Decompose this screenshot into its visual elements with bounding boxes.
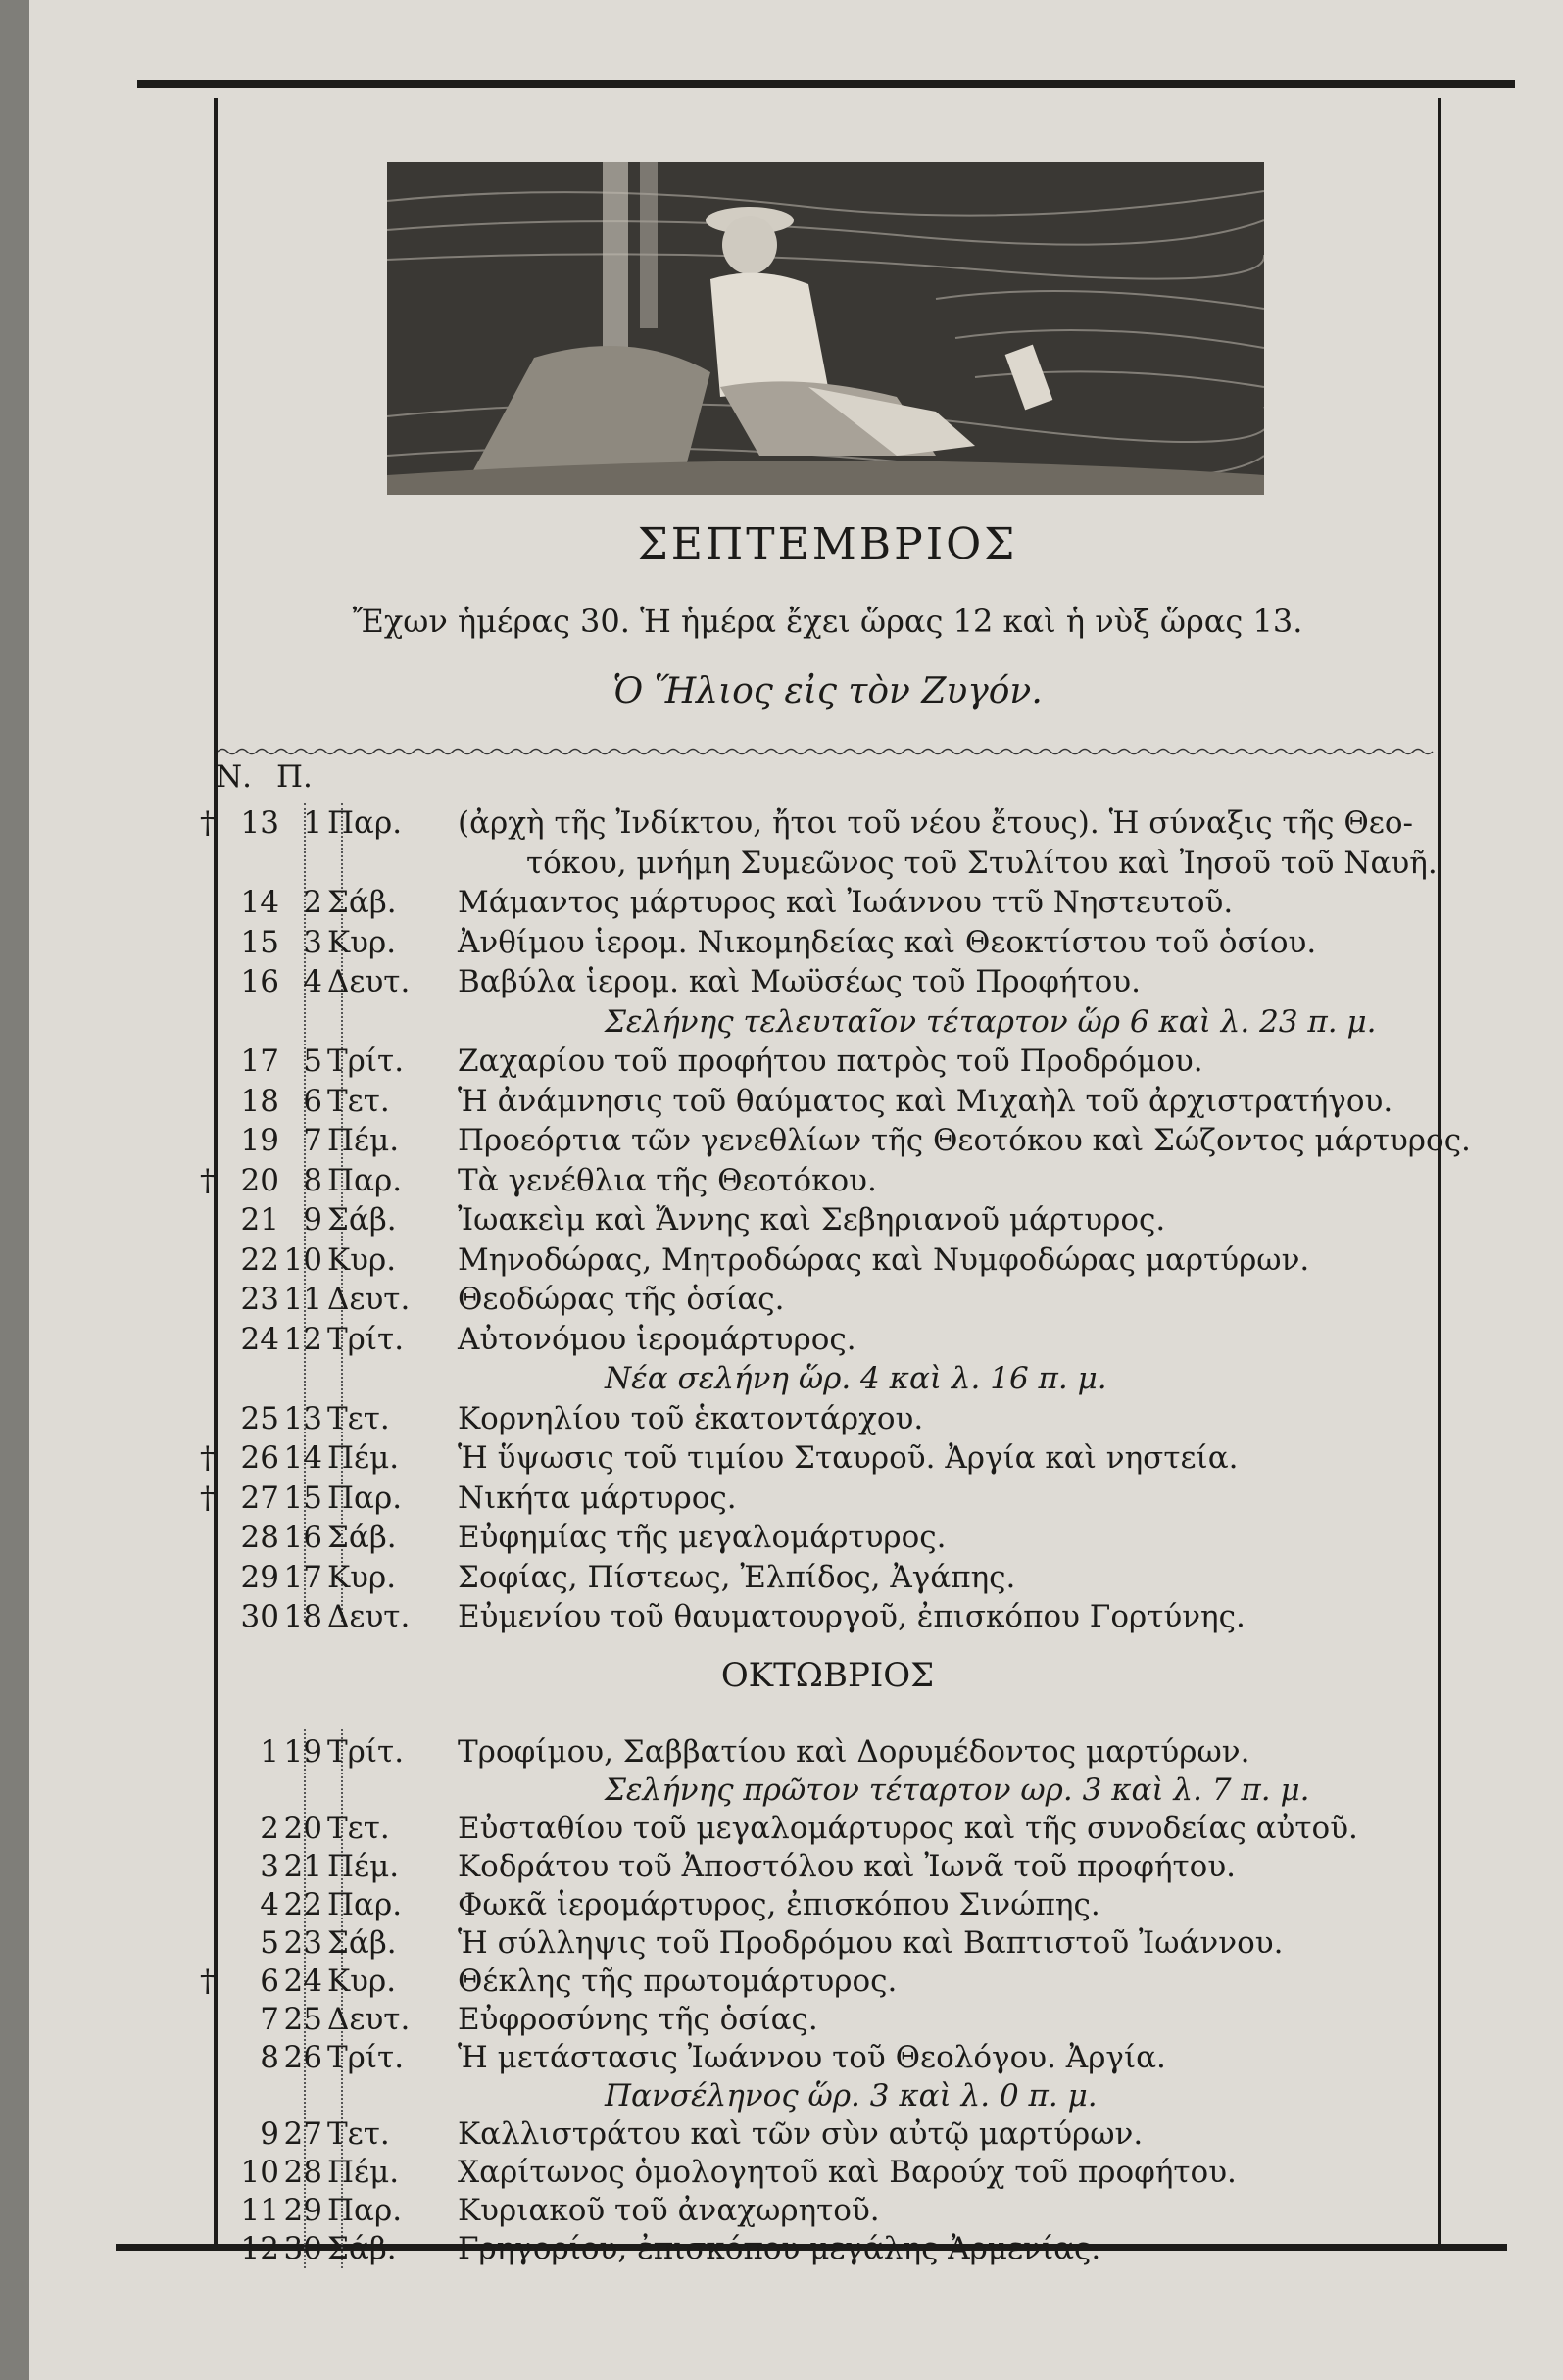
- cross-mark: †: [200, 805, 216, 841]
- engraving-illustration: [387, 162, 1264, 495]
- new-style-date: 13: [240, 805, 279, 841]
- new-style-date: 26: [240, 1440, 279, 1476]
- calendar-row: [218, 1849, 1438, 1888]
- old-style-date: 29: [283, 2193, 322, 2228]
- new-style-date: 10: [240, 2155, 279, 2190]
- feast-text: Πανσέληνος ὥρ. 3 καὶ λ. 0 π. μ.: [605, 2078, 1098, 2113]
- new-style-date: 2: [260, 1811, 279, 1846]
- feast-text: Ἡ ἀνάμνησις τοῦ θαύματος καὶ Μιχαὴλ τοῦ ἀρχιστρατήγου.: [458, 1083, 1393, 1119]
- feast-text: Ζαχαρίου τοῦ προφήτου πατρὸς τοῦ Προδρόμου.: [458, 1044, 1203, 1079]
- feast-text: Μηνοδώρας, Μητροδώρας καὶ Νυμφοδώρας μαρτύρων.: [458, 1241, 1310, 1278]
- scan-edge: [0, 0, 29, 2380]
- calendar-row: [218, 2193, 1438, 2232]
- new-style-date: 19: [240, 1123, 279, 1158]
- calendar-row: [218, 2155, 1438, 2194]
- calendar-row: [218, 1084, 1438, 1123]
- calendar-row: [218, 1887, 1438, 1926]
- weekday: Δευτ.: [327, 2002, 411, 2037]
- moon-phase-row: [218, 1361, 1438, 1400]
- calendar-row: [218, 925, 1438, 964]
- old-style-date: 15: [283, 1480, 322, 1516]
- october-title: ΟΚΤΩΒΡΙΟΣ: [720, 1656, 935, 1695]
- new-style-date: 6: [260, 1964, 279, 1999]
- weekday: Δευτ.: [327, 1599, 411, 1634]
- feast-text: Κοδράτου τοῦ Ἀποστόλου καὶ Ἰωνᾶ τοῦ προφήτου.: [458, 1849, 1237, 1884]
- weekday: Κυρ.: [327, 1559, 397, 1595]
- old-style-date: 28: [283, 2155, 322, 2190]
- feast-text: Ἡ ὕψωσις τοῦ τιμίου Σταυροῦ. Ἀργία καὶ νηστεία.: [458, 1440, 1239, 1476]
- cross-mark: †: [200, 1440, 216, 1476]
- calendar-row: [200, 1480, 1438, 1520]
- calendar-row: [218, 1044, 1438, 1083]
- old-style-date: 5: [303, 1044, 322, 1079]
- wavy-divider: [218, 745, 1438, 758]
- feast-text: Βαβύλα ἱερομ. καὶ Μωϋσέως τοῦ Προφήτου.: [458, 964, 1142, 999]
- cross-mark: †: [200, 1162, 216, 1198]
- feast-text: Κορνηλίου τοῦ ἑκατοντάρχου.: [458, 1400, 924, 1436]
- weekday: Τετ.: [327, 1400, 390, 1436]
- calendar-row: [218, 1401, 1438, 1440]
- new-style-date: 22: [240, 1241, 279, 1278]
- calendar-row: [218, 1560, 1438, 1599]
- calendar-row: [218, 885, 1438, 924]
- weekday: Κυρ.: [327, 1241, 397, 1278]
- calendar-row: [218, 2231, 1438, 2270]
- old-style-date: 8: [303, 1162, 322, 1198]
- weekday: Πέμ.: [327, 1849, 400, 1884]
- old-style-date: 24: [283, 1964, 322, 1999]
- old-style-date: 4: [303, 964, 322, 999]
- feast-text: Νέα σελήνη ὥρ. 4 καὶ λ. 16 π. μ.: [605, 1361, 1107, 1396]
- feast-text: Ἡ μετάστασις Ἰωάννου τοῦ Θεολόγου. Ἀργία.: [458, 2040, 1166, 2075]
- feast-text: Εὐφροσύνης τῆς ὁσίας.: [458, 2002, 818, 2037]
- calendar-row: [218, 2002, 1438, 2041]
- feast-text: Σοφίας, Πίστεως, Ἐλπίδος, Ἀγάπης.: [458, 1559, 1016, 1595]
- feast-text: τόκου, μνήμη Συμεῶνος τοῦ Στυλίτου καὶ Ἰησοῦ τοῦ Ναυῆ.: [526, 845, 1438, 881]
- weekday: Τρίτ.: [327, 2040, 405, 2075]
- new-style-date: 8: [260, 2040, 279, 2075]
- new-style-date: 18: [240, 1083, 279, 1119]
- old-style-date: 9: [303, 1202, 322, 1238]
- weekday: Σάβ.: [327, 1925, 397, 1961]
- zodiac-line: Ὁ Ἥλιος εἰς τὸν Ζυγόν.: [612, 671, 1043, 711]
- calendar-row: [218, 1734, 1438, 1773]
- calendar-row: [218, 1599, 1438, 1638]
- old-style-date: 6: [303, 1083, 322, 1119]
- feast-text: Εὐφημίας τῆς μεγαλομάρτυρος.: [458, 1520, 947, 1555]
- month-info: Ἔχων ἡμέρας 30. Ἡ ἡμέρα ἔχει ὥρας 12 καὶ ἡ νὺξ ὥρας 13.: [352, 603, 1303, 640]
- new-style-date: 29: [240, 1559, 279, 1595]
- feast-text: Τροφίμου, Σαββατίου καὶ Δορυμέδοντος μαρτύρων.: [458, 1734, 1250, 1770]
- new-style-date: 25: [240, 1400, 279, 1436]
- cross-mark: †: [200, 1480, 216, 1516]
- weekday: Πέμ.: [327, 2155, 400, 2190]
- feast-text: Εὐμενίου τοῦ θαυματουργοῦ, ἐπισκόπου Γορτύνης.: [458, 1599, 1246, 1634]
- old-style-date: 16: [283, 1520, 322, 1555]
- moon-phase-row: [218, 2078, 1438, 2117]
- feast-text: Χαρίτωνος ὁμολογητοῦ καὶ Βαρούχ τοῦ προφήτου.: [458, 2155, 1237, 2190]
- feast-text: Ἀνθίμου ἱερομ. Νικομηδείας καὶ Θεοκτίστου τοῦ ὁσίου.: [458, 924, 1317, 960]
- weekday: Παρ.: [327, 805, 403, 841]
- moon-phase-row: [218, 1773, 1438, 1812]
- old-style-date: 2: [303, 885, 322, 920]
- weekday: Σάβ.: [327, 1202, 397, 1238]
- calendar-row: [218, 1123, 1471, 1162]
- feast-text: Μάμαντος μάρτυρος καὶ Ἰωάννου ττῦ Νηστευτοῦ.: [458, 885, 1234, 920]
- old-style-date: 19: [283, 1734, 322, 1770]
- calendar-row: [218, 964, 1438, 1003]
- weekday: Παρ.: [327, 1480, 403, 1516]
- feast-text: Σελήνης τελευταῖον τέταρτον ὥρ 6 καὶ λ. 23 π. μ.: [605, 1003, 1377, 1040]
- feast-text: Νικήτα μάρτυρος.: [458, 1480, 737, 1516]
- calendar-row: [218, 1811, 1438, 1850]
- column-header-n: Ν.: [216, 759, 252, 795]
- new-style-date: 27: [240, 1480, 279, 1516]
- new-style-date: 4: [260, 1887, 279, 1922]
- new-style-date: 1: [260, 1734, 279, 1770]
- weekday: Δευτ.: [327, 964, 411, 999]
- calendar-row: [200, 1162, 1438, 1202]
- new-style-date: 3: [260, 1849, 279, 1884]
- old-style-date: 17: [283, 1559, 322, 1595]
- feast-text: Εὐσταθίου τοῦ μεγαλομάρτυρος καὶ τῆς συνοδείας αὐτοῦ.: [458, 1811, 1358, 1846]
- calendar-row: [200, 1440, 1438, 1480]
- frame-right-rule: [1438, 98, 1441, 2244]
- old-style-date: 30: [283, 2231, 322, 2266]
- weekday: Τετ.: [327, 1811, 390, 1846]
- weekday: Κυρ.: [327, 1964, 397, 1999]
- calendar-row: [218, 1520, 1438, 1559]
- weekday: Κυρ.: [327, 924, 397, 960]
- feast-text: Προεόρτια τῶν γενεθλίων τῆς Θεοτόκου καὶ Σώζοντος μάρτυρος.: [458, 1123, 1471, 1158]
- weekday: Πέμ.: [327, 1123, 400, 1158]
- weekday: Σάβ.: [327, 885, 397, 920]
- top-rule: [137, 80, 1515, 88]
- new-style-date: 7: [260, 2002, 279, 2037]
- feast-text: Θεοδώρας τῆς ὁσίας.: [458, 1282, 785, 1317]
- calendar-row: [218, 1202, 1438, 1241]
- calendar-row: [218, 2116, 1438, 2156]
- feast-text: Θέκλης τῆς πρωτομάρτυρος.: [458, 1964, 898, 1999]
- new-style-date: 24: [240, 1321, 279, 1357]
- new-style-date: 23: [240, 1282, 279, 1317]
- calendar-row: [218, 1282, 1438, 1321]
- weekday: Τρίτ.: [327, 1044, 405, 1079]
- feast-text: Σελήνης πρῶτον τέταρτον ωρ. 3 καὶ λ. 7 π. μ.: [605, 1773, 1310, 1808]
- old-style-date: 22: [283, 1887, 322, 1922]
- weekday: Παρ.: [327, 2193, 403, 2228]
- almanac-page: [29, 0, 1563, 2380]
- feast-text: Φωκᾶ ἱερομάρτυρος, ἐπισκόπου Σινώπης.: [458, 1887, 1100, 1922]
- old-style-date: 27: [283, 2116, 322, 2152]
- moon-phase-row: [218, 1004, 1438, 1044]
- old-style-date: 20: [283, 1811, 322, 1846]
- new-style-date: 9: [260, 2116, 279, 2152]
- old-style-date: 18: [283, 1599, 322, 1634]
- feast-text: Καλλιστράτου καὶ τῶν σὺν αὐτῷ μαρτύρων.: [458, 2116, 1144, 2152]
- weekday: Τετ.: [327, 1083, 390, 1119]
- new-style-date: 17: [240, 1044, 279, 1079]
- feast-text: Κυριακοῦ τοῦ ἀναχωρητοῦ.: [458, 2193, 880, 2228]
- feast-text: Γρηγορίου, ἐπισκόπου μεγάλης Ἀρμενίας.: [458, 2231, 1101, 2266]
- old-style-date: 23: [283, 1925, 322, 1961]
- weekday: Παρ.: [327, 1887, 403, 1922]
- feast-text: Ἡ σύλληψις τοῦ Προδρόμου καὶ Βαπτιστοῦ Ἰωάννου.: [458, 1925, 1284, 1961]
- feast-text: (ἀρχὴ τῆς Ἰνδίκτου, ἤτοι τοῦ νέου ἔτους). Ἡ σύναξις τῆς Θεο-: [458, 805, 1413, 841]
- cross-mark: †: [200, 1964, 216, 1999]
- new-style-date: 5: [260, 1925, 279, 1961]
- old-style-date: 3: [303, 924, 322, 960]
- feast-text: Αὐτονόμου ἱερομάρτυρος.: [458, 1321, 856, 1357]
- feast-text: Τὰ γενέθλια τῆς Θεοτόκου.: [458, 1162, 877, 1198]
- old-style-date: 7: [303, 1123, 322, 1158]
- calendar-row: [218, 2040, 1438, 2079]
- calendar-row: [200, 805, 1438, 845]
- calendar-row: [218, 1242, 1438, 1282]
- old-style-date: 10: [283, 1241, 322, 1278]
- new-style-date: 14: [240, 885, 279, 920]
- old-style-date: 26: [283, 2040, 322, 2075]
- feast-text: Ἰωακεὶμ καὶ Ἄννης καὶ Σεβηριανοῦ μάρτυρος.: [458, 1202, 1166, 1238]
- calendar-row: [218, 1322, 1438, 1361]
- old-style-date: 11: [283, 1282, 322, 1317]
- new-style-date: 21: [240, 1202, 279, 1238]
- weekday: Τρίτ.: [327, 1321, 405, 1357]
- engraving-picture: [387, 162, 1264, 495]
- old-style-date: 21: [283, 1849, 322, 1884]
- weekday: Παρ.: [327, 1162, 403, 1198]
- new-style-date: 15: [240, 924, 279, 960]
- old-style-date: 13: [283, 1400, 322, 1436]
- weekday: Τετ.: [327, 2116, 390, 2152]
- new-style-date: 20: [240, 1162, 279, 1198]
- calendar-row: [218, 1925, 1438, 1965]
- old-style-date: 12: [283, 1321, 322, 1357]
- column-header-p: Π.: [276, 759, 313, 795]
- weekday: Δευτ.: [327, 1282, 411, 1317]
- calendar-row: [200, 1964, 1438, 2003]
- new-style-date: 28: [240, 1520, 279, 1555]
- new-style-date: 16: [240, 964, 279, 999]
- weekday: Πέμ.: [327, 1440, 400, 1476]
- month-title: ΣΕΠΤΕΜΒΡΙΟΣ: [637, 519, 1018, 569]
- weekday: Σάβ.: [327, 1520, 397, 1555]
- weekday: Σάβ.: [327, 2231, 397, 2266]
- old-style-date: 1: [303, 805, 322, 841]
- new-style-date: 12: [240, 2231, 279, 2266]
- old-style-date: 25: [283, 2002, 322, 2037]
- new-style-date: 30: [240, 1599, 279, 1634]
- old-style-date: 14: [283, 1440, 322, 1476]
- continuation-row: [218, 846, 1438, 885]
- new-style-date: 11: [240, 2193, 279, 2228]
- weekday: Τρίτ.: [327, 1734, 405, 1770]
